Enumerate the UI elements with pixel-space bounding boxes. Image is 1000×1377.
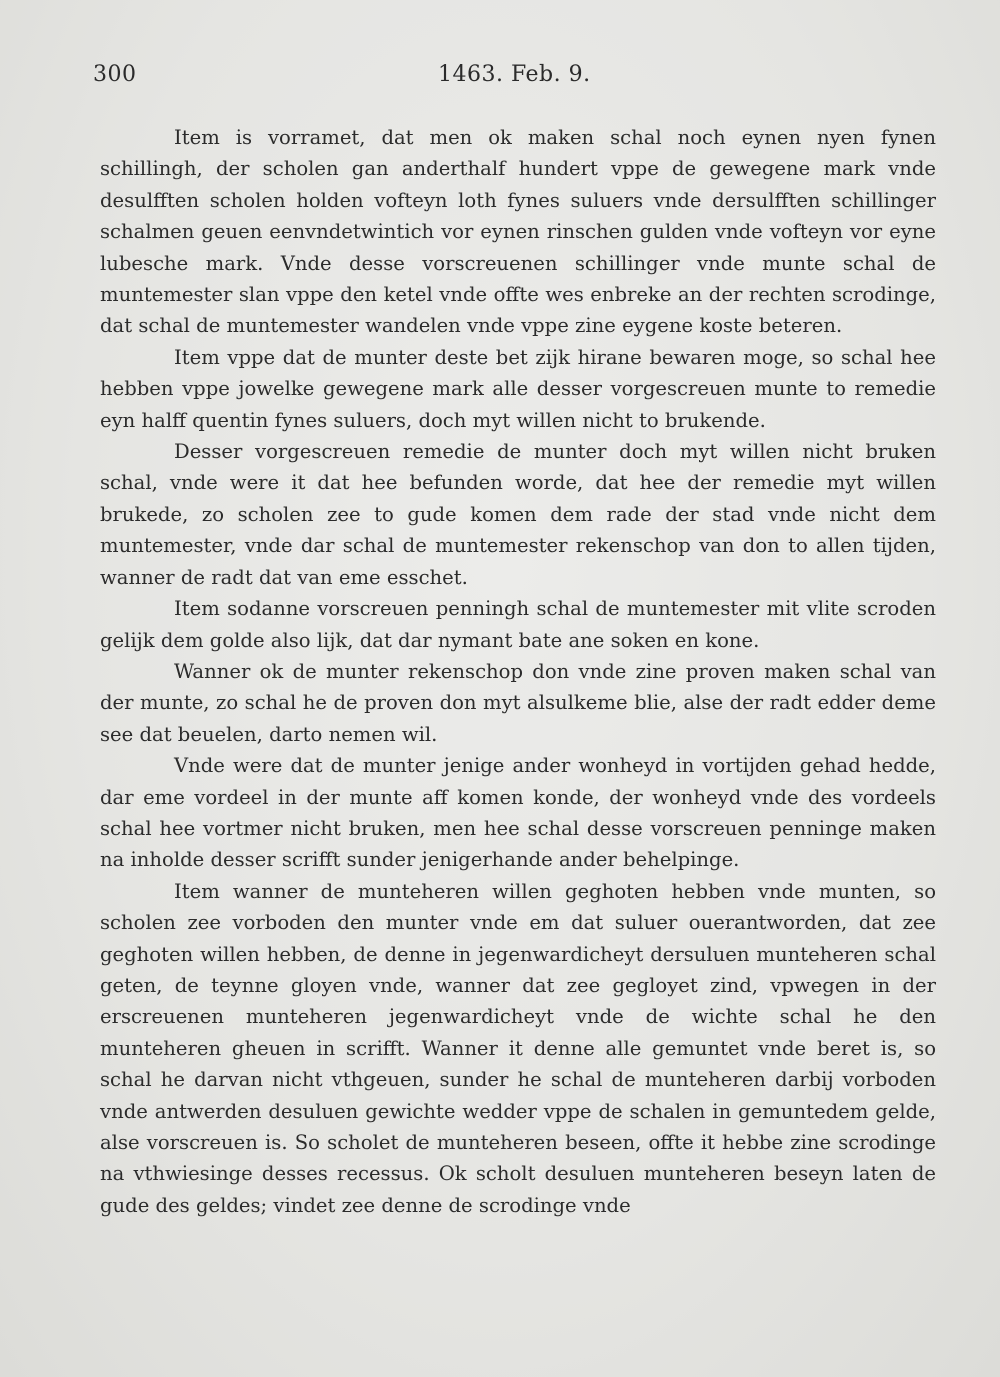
paragraph: Item wanner de munteheren willen geghoten hebben vnde munten, so scholen zee vorboden den munter vnde em dat suluer ouerantworden, dat zee geghoten willen hebben, de denne in jegenwardicheyt dersuluen munteheren schal geten, de teynne gloyen vnde, wanner dat zee gegloyet zind, vpwegen in der erscreuenen munteheren jegenwardicheyt vnde de wichte schal he den munteheren gheuen in scrifft. Wanner it denne alle gemuntet vnde beret is, so schal he darvan nicht vthgeuen, sunder he schal de munteheren darbij vorboden vnde antwerden desuluen gewichte wedder vppe de schalen in gemuntedem gelde, alse vorscreuen is. So scholet de munteheren beseen, offte it hebbe zine scrodinge na vthwiesinge desses recessus. Ok scholt desuluen munteheren beseyn laten de gude des geldes; vindet zee denne de scrodinge vnde	[100, 879, 936, 1217]
paragraph: Vnde were dat de munter jenige ander wonheyd in vortijden gehad hedde, dar eme vordeel in der munte aff komen konde, der wonheyd vnde des vordeels schal hee vortmer nicht bruken, men hee schal desse vorscreuen penninge maken na inholde desser scrifft sunder jenigerhande ander behelpinge.	[100, 754, 936, 872]
page-number: 300	[93, 62, 137, 87]
page-header	[0, 62, 1000, 98]
running-head: 1463. Feb. 9.	[438, 62, 591, 87]
paragraph: Wanner ok de munter rekenschop don vnde zine proven maken schal van der munte, zo schal he de proven don myt alsulkeme blie, alse der radt edder deme see dat beuelen, darto nemen wil.	[100, 659, 936, 746]
paragraph: Item vppe dat de munter deste bet zijk hirane bewaren moge, so schal hee hebben vppe jowelke gewegene mark alle desser vorgescreuen munte to remedie eyn halff quentin fynes suluers, doch myt willen nicht to brukende.	[100, 345, 936, 432]
paragraph: Desser vorgescreuen remedie de munter doch myt willen nicht bruken schal, vnde were it dat hee befunden worde, dat hee der remedie myt willen brukede, zo scholen zee to gude komen dem rade der stad vnde nicht dem muntemester, vnde dar schal de muntemester rekenschop van don to allen tijden, wanner de radt dat van eme esschet.	[100, 440, 936, 589]
paragraph: Item is vorramet, dat men ok maken schal noch eynen nyen fynen schillingh, der scholen gan anderthalf hundert vppe de gewegene mark vnde desulfften scholen holden vofteyn loth fynes suluers vnde dersulfften schillinger schalmen geuen eenvndetwintich vor eynen rinschen gulden vnde vofteyn vor eyne lubesche mark. Vnde desse vorscreuenen schillinger vnde munte schal de muntemester slan vppe den ketel vnde offte wes enbreke an der rechten scrodinge, dat schal de muntemester wandelen vnde vppe zine eygene koste beteren.	[100, 126, 936, 338]
body-text	[100, 122, 936, 1221]
paragraph: Item sodanne vorscreuen penningh schal de muntemester mit vlite scroden gelijk dem golde also lijk, dat dar nymant bate ane soken en kone.	[100, 597, 936, 652]
